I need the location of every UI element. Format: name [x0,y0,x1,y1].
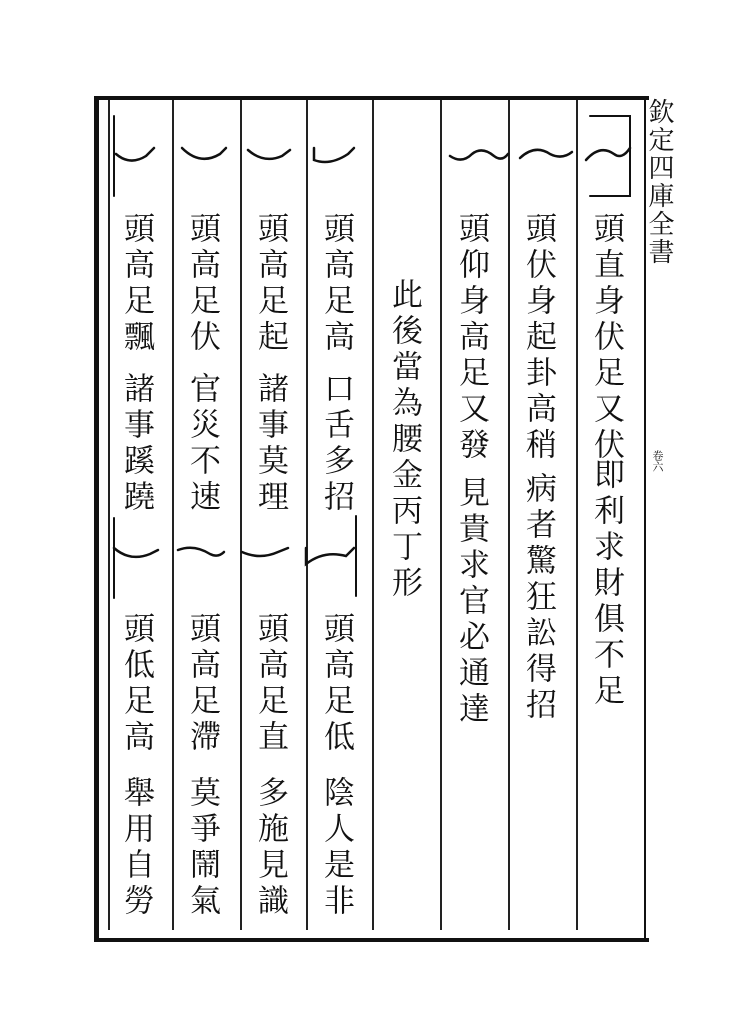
brace-mark-c6 [248,150,290,159]
column-7-lower-head: 頭高足滯 [184,612,220,756]
column-6-lower-verdict: 多施見識 [252,776,288,920]
column-6-head: 頭高足起 [252,212,288,356]
column-4-note: 此後當為腰金丙丁形 [386,278,422,602]
brace-mark-c3 [450,150,508,159]
margin-title: 欽定四庫全書 [644,98,674,266]
brace-mark-c8 [116,148,154,161]
column-rule [440,100,442,930]
column-7-lower-verdict: 莫爭鬧氣 [184,776,220,920]
column-8-verdict: 諸事蹊蹺 [118,372,154,516]
brace-mark-c5 [314,148,354,162]
column-3-head: 頭仰身高足又發 [453,212,489,464]
column-1-head: 頭直身伏足又伏 [588,212,624,464]
column-rule [508,100,510,930]
column-5-lower-verdict: 陰人是非 [318,776,354,920]
column-3-verdict: 見貴求官必通達 [453,476,489,728]
brace-mark-d8 [114,548,158,557]
brace-mark-d5 [306,548,354,564]
column-2-head: 頭伏身起卦高稍 [520,212,556,464]
column-6-lower-head: 頭高足直 [252,612,288,756]
bottom-brace-diagrams [110,508,380,608]
column-6-verdict: 諸事莫理 [252,372,288,516]
brace-mark-c2 [520,150,572,158]
column-2-verdict: 病者驚狂訟得招 [520,472,556,724]
column-1-verdict: 即利求財俱不足 [588,458,624,710]
brace-mark-c7 [182,148,226,159]
folio-number: 卷六 [651,450,664,472]
column-5-verdict: 口舌多招 [318,372,354,516]
column-5-head: 頭高足高 [318,212,354,356]
column-8-lower-verdict: 舉用自勞 [118,776,154,920]
top-brace-diagrams [110,108,640,208]
column-rule [576,100,578,930]
brace-mark-c1 [586,148,630,160]
column-8-lower-head: 頭低足高 [118,612,154,756]
brace-mark-d6 [242,548,288,556]
column-7-head: 頭高足伏 [184,212,220,356]
brace-mark-d7 [178,548,224,556]
column-7-verdict: 官災不速 [184,372,220,516]
column-5-lower-head: 頭高足低 [318,612,354,756]
column-8-head: 頭高足飄 [118,212,154,356]
